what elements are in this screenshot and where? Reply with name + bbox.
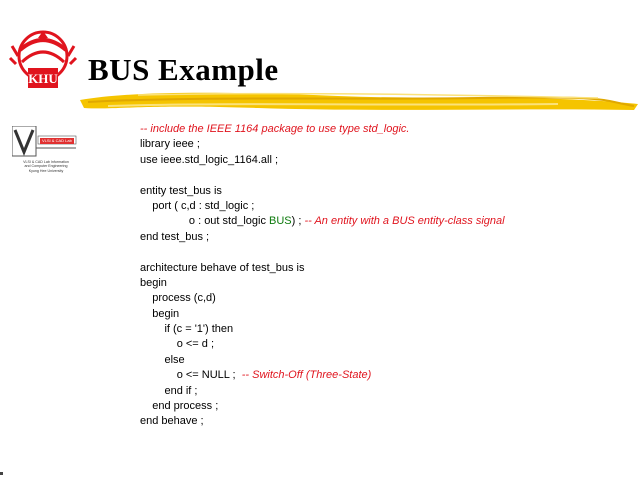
code-text: o <= NULL ; [176,369,242,382]
code-line [140,245,630,260]
code-text: ) ; [291,215,305,228]
code-text: end if ; [164,384,198,397]
code-line [140,291,630,306]
code-comment: -- An entity with a BUS entity-class signal [304,215,505,228]
code-line [140,168,630,183]
code-text: use ieee.std_logic_1164.all ; [140,153,279,166]
khu-logo [8,28,78,94]
code-line [140,337,630,352]
code-line [140,137,630,152]
lab-caption-line: VLSI & CAD Lab Information [23,160,69,164]
code-text: else [164,353,185,366]
code-text: if (c = '1') then [164,323,234,336]
lab-name: VLSI & CAD Lab [42,138,72,143]
title-underline-brush [78,86,640,114]
code-text: library ieee ; [140,138,200,151]
code-line [140,276,630,291]
corner-mark [0,472,3,475]
code-text: end process ; [152,400,219,413]
code-line [140,184,630,199]
code-text: entity test_bus is [140,184,222,197]
code-text: end behave ; [140,415,204,428]
code-line [140,368,630,383]
code-line [140,353,630,368]
code-line [140,199,630,214]
lab-logo [12,126,78,182]
code-line [140,384,630,399]
lab-caption-line: Kyung Hee University [28,168,64,173]
code-line [140,214,630,229]
code-line [140,261,630,276]
code-text: end test_bus ; [140,230,210,243]
khu-emblem-icon [8,28,78,94]
code-line [140,322,630,337]
code-text: o <= d ; [176,338,214,351]
khu-logo-text: KHU [28,71,58,86]
code-line [140,153,630,168]
code-line [140,122,630,137]
code-keyword: BUS [269,215,292,228]
code-text: architecture behave of test_bus is [140,261,305,274]
code-text: begin [140,276,167,289]
code-text: port ( c,d : std_logic ; [152,199,255,212]
code-text: process (c,d) [152,292,216,305]
code-comment: -- include the IEEE 1164 package to use type std_logic. [140,123,410,135]
lab-caption [14,160,78,173]
code-text: begin [152,307,180,320]
code-text: o : out std_logic [188,215,270,228]
slide-title: BUS Example [88,52,279,87]
lab-caption-line: and Computer Engineering [24,164,68,169]
vhdl-code-block [140,122,630,430]
code-line [140,414,630,429]
code-line [140,307,630,322]
code-comment: -- Switch-Off (Three-State) [241,369,372,382]
code-line [140,399,630,414]
code-line [140,230,630,245]
